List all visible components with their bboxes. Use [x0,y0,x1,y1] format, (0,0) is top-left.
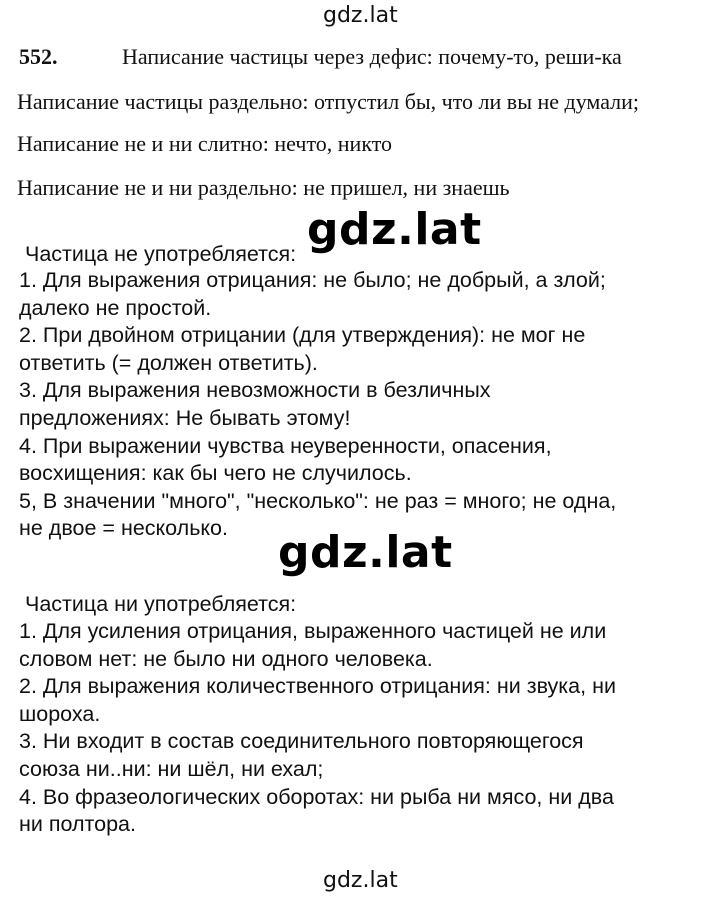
ne-line: не двое = несколько. [19,516,228,541]
ne-section-heading: Частица не употребляется: [25,242,297,266]
ni-line: 3. Ни входит в состав соединительного повторяющегося [19,729,584,754]
ne-line: предложениях: Не бывать этому! [19,405,351,430]
exercise-line-separate-ne-ni: Написание не и ни раздельно: не пришел, ни знаешь [17,175,510,200]
ne-section-body [19,267,709,543]
ne-line: 1. Для выражения отрицания: не было; не добрый, а злой; [19,268,606,292]
ni-line: шороха. [19,701,101,726]
ni-line: 4. Во фразеологических оборотах: ни рыба ни мясо, ни два [19,784,614,809]
exercise-line-separate-particle: Написание частицы раздельно: отпустил бы, что ли вы не думали; [17,89,640,114]
ne-line: далеко не простой. [19,295,212,320]
ni-section-body [19,618,709,839]
ne-line: 2. При двойном отрицании (для утверждения): не мог не [19,323,586,348]
exercise-number: 552. [19,44,58,69]
ne-line: восхищения: как бы чего не случилось. [19,461,412,486]
ne-line: ответить (= должен ответить). [19,350,318,375]
watermark-mid-2: gdz.lat [278,527,453,578]
watermark-bottom: gdz.lat [323,868,398,893]
exercise-line-hyphen: Написание частицы через дефис: почему-то, реши-ка [122,44,622,69]
watermark-top: gdz.lat [323,3,398,28]
ni-line: 1. Для усиления отрицания, выраженного частицей не или [19,619,607,643]
ni-line: союза ни..ни: ни шёл, ни ехал; [19,756,324,781]
ni-line: 2. Для выражения количественного отрицания: ни звука, ни [19,674,616,699]
watermark-mid-1: gdz.lat [307,204,482,255]
ne-line: 5, В значении "много", "несколько": не раз = много; не одна, [19,488,617,513]
exercise-line-fused-ne-ni: Написание не и ни слитно: нечто, никто [17,131,393,156]
ni-line: ни полтора. [19,812,136,837]
ne-line: 3. Для выражения невозможности в безличных [19,378,491,403]
ni-section-heading: Частица ни употребляется: [25,592,297,616]
ne-line: 4. При выражении чувства неуверенности, опасения, [19,433,552,458]
ni-line: словом нет: не было ни одного человека. [19,646,433,671]
